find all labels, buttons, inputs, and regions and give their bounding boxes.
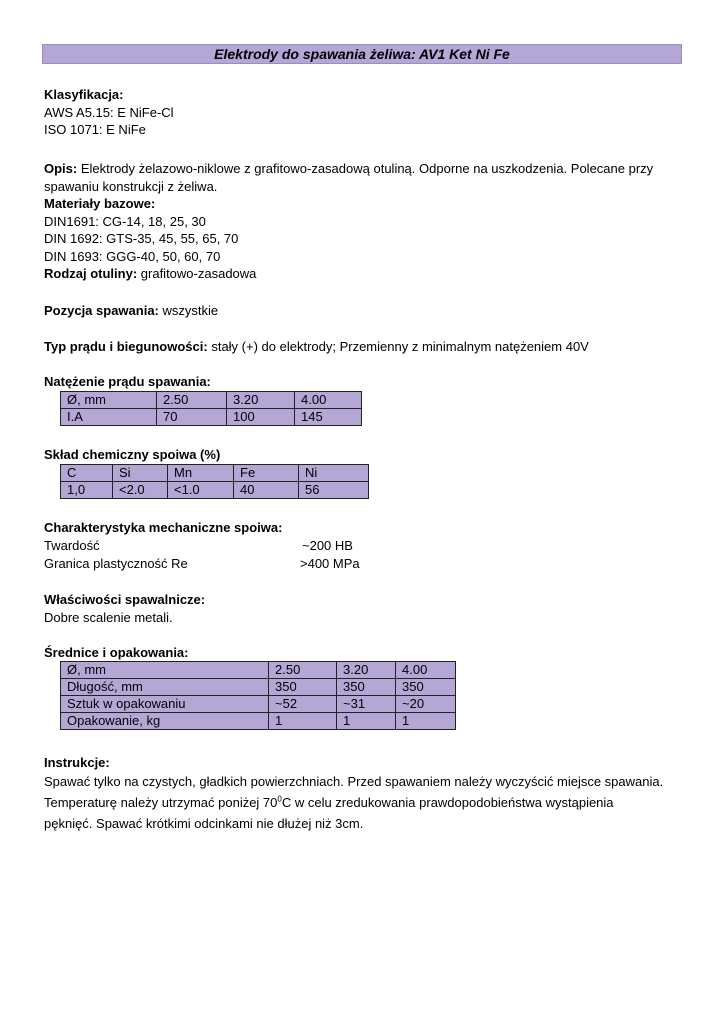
materialy-heading: Materiały bazowe: xyxy=(44,196,156,211)
instrukcje-heading: Instrukcje: xyxy=(44,755,110,770)
mechaniczne-heading: Charakterystyka mechaniczne spoiwa: xyxy=(44,520,283,535)
prad-label: Typ prądu i biegunowości: xyxy=(44,339,208,354)
table-cell: 145 xyxy=(295,409,362,426)
table-cell: 56 xyxy=(299,482,369,499)
klasyfikacja-heading: Klasyfikacja: xyxy=(44,87,124,102)
table-cell: Opakowanie, kg xyxy=(61,713,269,730)
table-cell: Ø, mm xyxy=(61,662,269,679)
prad-line xyxy=(44,338,684,356)
table-cell: 1,0 xyxy=(61,482,113,499)
table-cell: 2.50 xyxy=(157,392,227,409)
degree-superscript: 0 xyxy=(277,794,282,804)
sklad-heading: Skład chemiczny spoiwa (%) xyxy=(44,447,221,462)
instrukcje-line-1: Spawać tylko na czystych, gładkich powierzchniach. Przed spawaniem należy wyczyścić miejsce spawania. xyxy=(44,774,664,789)
mechaniczne-row xyxy=(44,537,684,555)
table-cell: Mn xyxy=(168,465,234,482)
srednice-table xyxy=(60,661,456,730)
opis-text-1: Elektrody żelazowo-niklowe z grafitowo-zasadową otuliną. Odporne na uszkodzenia. Polecane przy xyxy=(77,161,654,176)
materialy-item: DIN1691: CG-14, 18, 25, 30 xyxy=(44,213,206,229)
pozycja-value: wszystkie xyxy=(158,303,219,318)
table-row xyxy=(61,696,456,713)
prad-value: stały (+) do elektrody; Przemienny z minimalnym natężeniem 40V xyxy=(207,339,589,354)
table-cell: 1 xyxy=(269,713,337,730)
granica-value: >400 MPa xyxy=(300,556,360,571)
table-cell: <2.0 xyxy=(113,482,168,499)
table-cell: Ni xyxy=(299,465,369,482)
opis-section xyxy=(44,160,684,283)
instrukcje-line-3: pęknięć. Spawać krótkimi odcinkami nie dłużej niż 3cm. xyxy=(44,816,364,831)
table-cell: Fe xyxy=(234,465,299,482)
table-cell: <1.0 xyxy=(168,482,234,499)
twardosc-value: ~200 HB xyxy=(302,538,353,553)
table-cell: C xyxy=(61,465,113,482)
table-cell: 350 xyxy=(269,679,337,696)
table-row xyxy=(61,392,362,409)
instrukcje-section xyxy=(44,754,684,834)
opis-line-1 xyxy=(44,160,684,178)
srednice-heading: Średnice i opakowania: xyxy=(44,645,189,660)
wlasciwosci-heading: Właściwości spawalnicze: xyxy=(44,592,206,607)
table-row xyxy=(61,465,369,482)
materialy-item: DIN 1692: GTS-35, 45, 55, 65, 70 xyxy=(44,231,239,246)
iso-classification: ISO 1071: E NiFe xyxy=(44,122,146,137)
table-cell: ~31 xyxy=(337,696,396,713)
otulina-label: Rodzaj otuliny: xyxy=(44,266,138,281)
instrukcje-line-2-rest: C w celu zredukowania prawdopodobieństwa wystąpienia xyxy=(281,795,614,810)
table-row xyxy=(61,409,362,426)
sklad-table xyxy=(60,464,369,499)
table-cell: 350 xyxy=(337,679,396,696)
opis-label: Opis: xyxy=(44,161,78,176)
otulina-line xyxy=(44,265,684,283)
pozycja-label: Pozycja spawania: xyxy=(44,303,159,318)
table-cell: 1 xyxy=(337,713,396,730)
table-cell: 100 xyxy=(227,409,295,426)
table-cell: 4.00 xyxy=(295,392,362,409)
table-row xyxy=(61,482,369,499)
table-cell: Długość, mm xyxy=(61,679,269,696)
table-cell: 3.20 xyxy=(337,662,396,679)
wlasciwosci-section xyxy=(44,591,684,626)
table-row xyxy=(61,662,456,679)
table-row xyxy=(61,713,456,730)
table-cell: Sztuk w opakowaniu xyxy=(61,696,269,713)
table-cell: 40 xyxy=(234,482,299,499)
instrukcje-line-2 xyxy=(44,792,684,813)
mechaniczne-row xyxy=(44,555,684,573)
natezenie-heading: Natężenie prądu spawania: xyxy=(44,374,211,389)
klasyfikacja-section xyxy=(44,86,684,139)
instrukcje-line-2-text: Temperaturę należy utrzymać poniżej 70 xyxy=(44,795,278,810)
granica-label: Granica plastyczność Re xyxy=(44,556,188,571)
otulina-value: grafitowo-zasadowa xyxy=(137,266,257,281)
table-cell: 2.50 xyxy=(269,662,337,679)
natezenie-table xyxy=(60,391,362,426)
table-cell: ~52 xyxy=(269,696,337,713)
table-row xyxy=(61,679,456,696)
table-cell: I.A xyxy=(61,409,157,426)
table-cell: Si xyxy=(113,465,168,482)
table-cell: Ø, mm xyxy=(61,392,157,409)
twardosc-label: Twardość xyxy=(44,538,100,553)
materialy-item: DIN 1693: GGG-40, 50, 60, 70 xyxy=(44,248,221,264)
table-cell: 350 xyxy=(396,679,456,696)
table-cell: 4.00 xyxy=(396,662,456,679)
document-title: Elektrody do spawania żeliwa: AV1 Ket Ni Fe xyxy=(42,44,682,64)
table-cell: ~20 xyxy=(396,696,456,713)
table-cell: 3.20 xyxy=(227,392,295,409)
wlasciwosci-text: Dobre scalenie metali. xyxy=(44,609,173,625)
opis-line-2: spawaniu konstrukcji z żeliwa. xyxy=(44,178,218,194)
table-cell: 70 xyxy=(157,409,227,426)
pozycja-line xyxy=(44,302,684,320)
aws-classification: AWS A5.15: E NiFe-Cl xyxy=(44,104,174,120)
table-cell: 1 xyxy=(396,713,456,730)
